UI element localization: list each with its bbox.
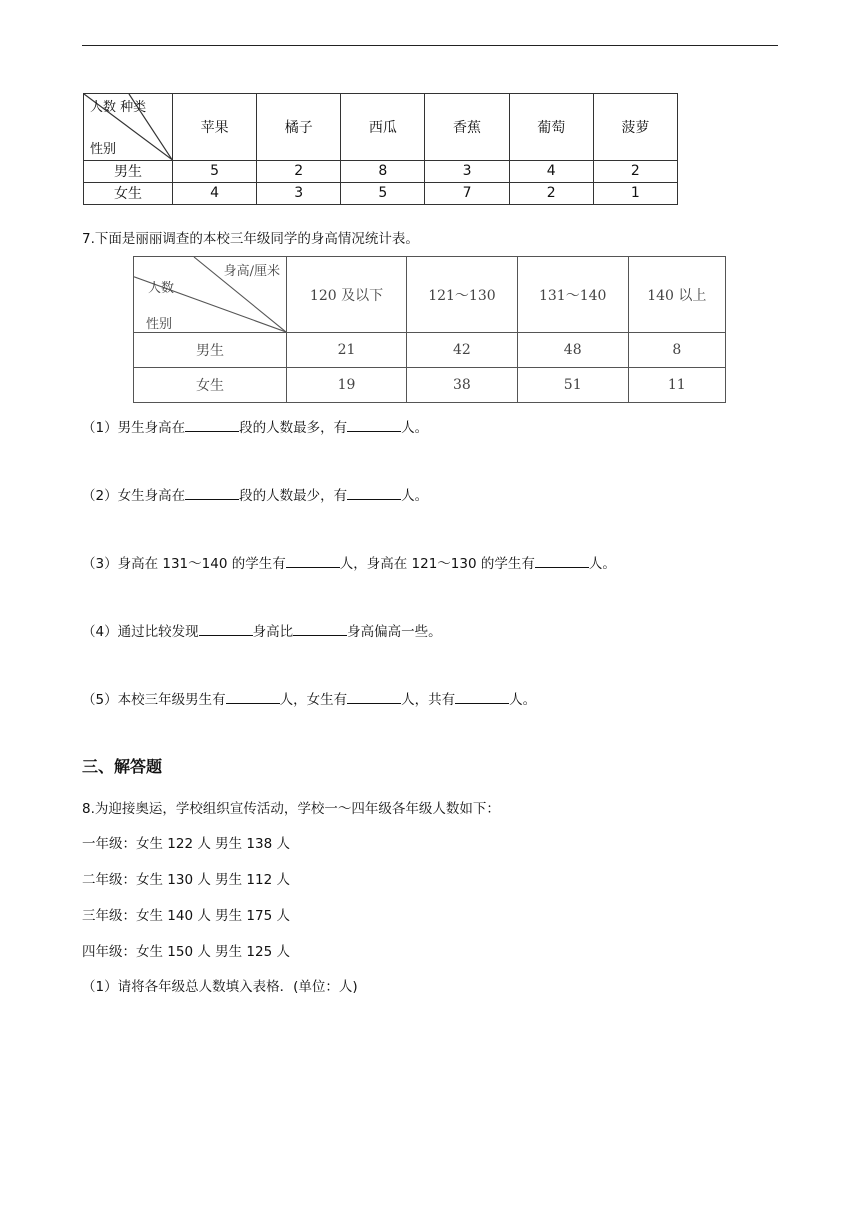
question-7-title: 7.下面是丽丽调查的本校三年级同学的身高情况统计表。 <box>82 231 419 247</box>
fruit-table <box>83 93 678 205</box>
row-label: 女生 <box>134 368 287 403</box>
height-col-header: 121～130 <box>407 257 518 333</box>
table-cell: 19 <box>287 368 407 403</box>
height-table-corner <box>134 257 287 333</box>
height-corner-left: 人数 <box>148 281 175 296</box>
row-label: 男生 <box>134 333 287 368</box>
answer-blank[interactable] <box>293 623 347 636</box>
table-cell: 48 <box>517 333 628 368</box>
grade-line: 一年级：女生 122 人 男生 138 人 <box>82 836 290 852</box>
fruit-corner-top: 人数 种类 <box>90 100 147 115</box>
table-cell: 5 <box>341 182 425 204</box>
answer-blank[interactable] <box>347 691 401 704</box>
question-8-title: 8.为迎接奥运，学校组织宣传活动，学校一～四年级各年级人数如下： <box>82 801 500 817</box>
table-cell: 4 <box>173 182 257 204</box>
q7-sub-2: （2）女生身高在 段的人数最少，有 人。 <box>82 488 429 504</box>
fruit-col-header: 香蕉 <box>425 94 509 161</box>
table-row <box>84 160 678 182</box>
table-cell: 1 <box>593 182 677 204</box>
table-cell: 3 <box>425 160 509 182</box>
height-col-header: 120 及以下 <box>287 257 407 333</box>
fruit-col-header: 橘子 <box>257 94 341 161</box>
table-cell: 2 <box>593 160 677 182</box>
table-cell: 2 <box>257 160 341 182</box>
table-cell: 51 <box>517 368 628 403</box>
q7-sub-1: （1）男生身高在 段的人数最多，有 人。 <box>82 420 429 436</box>
fruit-corner-bottom: 性别 <box>90 142 117 157</box>
table-cell: 5 <box>173 160 257 182</box>
grade-line: 三年级：女生 140 人 男生 175 人 <box>82 908 290 924</box>
table-cell: 11 <box>628 368 725 403</box>
answer-blank[interactable] <box>185 419 239 432</box>
height-table <box>133 256 726 403</box>
answer-blank[interactable] <box>226 691 280 704</box>
answer-blank[interactable] <box>347 419 401 432</box>
answer-blank[interactable] <box>347 487 401 500</box>
fruit-col-header: 苹果 <box>173 94 257 161</box>
row-label: 男生 <box>84 160 173 182</box>
table-row <box>84 182 678 204</box>
table-cell: 21 <box>287 333 407 368</box>
q7-sub-4: （4）通过比较发现 身高比 身高偏高一些。 <box>82 624 442 640</box>
table-cell: 7 <box>425 182 509 204</box>
answer-blank[interactable] <box>199 623 253 636</box>
q8-sub-1: （1）请将各年级总人数填入表格．(单位：人) <box>82 979 358 995</box>
height-corner-top-right: 身高/厘米 <box>223 264 280 279</box>
answer-blank[interactable] <box>535 555 589 568</box>
answer-blank[interactable] <box>286 555 340 568</box>
height-col-header: 131～140 <box>517 257 628 333</box>
row-label: 女生 <box>84 182 173 204</box>
table-cell: 8 <box>628 333 725 368</box>
fruit-col-header: 葡萄 <box>509 94 593 161</box>
fruit-table-corner <box>84 94 173 161</box>
height-col-header: 140 以上 <box>628 257 725 333</box>
q7-sub-5: （5）本校三年级男生有 人，女生有 人，共有 人。 <box>82 692 537 708</box>
table-cell: 3 <box>257 182 341 204</box>
fruit-col-header: 菠萝 <box>593 94 677 161</box>
table-cell: 8 <box>341 160 425 182</box>
table-cell: 42 <box>407 333 518 368</box>
section-title: 三、解答题 <box>82 757 163 776</box>
table-cell: 2 <box>509 182 593 204</box>
header-rule <box>82 45 778 46</box>
grade-line: 二年级：女生 130 人 男生 112 人 <box>82 872 290 888</box>
table-cell: 4 <box>509 160 593 182</box>
height-corner-bottom: 性别 <box>146 317 173 332</box>
fruit-col-header: 西瓜 <box>341 94 425 161</box>
q7-sub-3: （3）身高在 131～140 的学生有 人，身高在 121～130 的学生有 人。 <box>82 556 616 572</box>
table-cell: 38 <box>407 368 518 403</box>
answer-blank[interactable] <box>455 691 509 704</box>
grade-line: 四年级：女生 150 人 男生 125 人 <box>82 944 290 960</box>
table-row <box>134 333 726 368</box>
answer-blank[interactable] <box>185 487 239 500</box>
table-row <box>134 368 726 403</box>
